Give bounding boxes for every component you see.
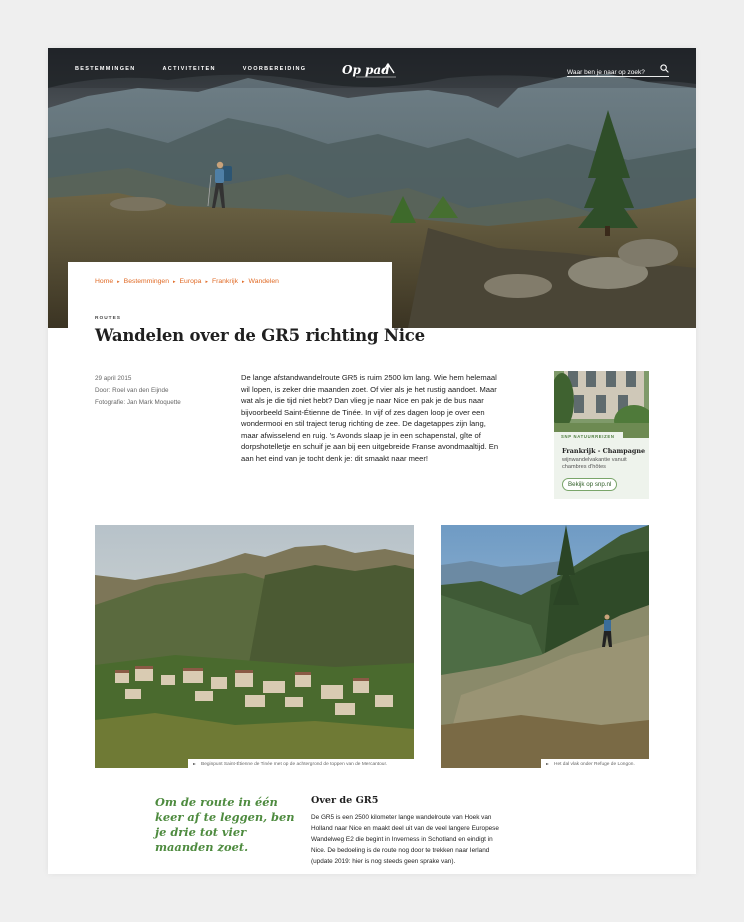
- promo-title: Frankrijk - Champagne: [562, 447, 646, 455]
- section-body: De GR5 is een 2500 kilometer lange wandelroute van Hoek van Holland naar Nice en maakt deel uit van de veel langere Europese Wandelweg E2 die begint in Inverness in Schotland en eindigt in Nice. De bedoeling is de route nog door te trekken naar Ierland (update 2019: hier is nog steeds geen sprake van).: [311, 814, 499, 865]
- chevron-right-icon: ▸: [242, 278, 245, 285]
- article-intro: De lange afstandwandelroute GR5 is ruim 2500 km lang. Wie hem helemaal wil lopen, is zeker drie maanden zoet. Of vier als je het rustig aandoet. Maar wat als je die tijd niet hebt? Dan vlieg je naar Nice en pak je de bus naar bijvoorbeeld Saint-Étienne de Tinée. In vijf of zes dagen loop je over een wondermooi en stil traject terug richting de zee. De dagetappes zijn lang, maar afwisselend en ruig. 's Avonds slaap je in een schapenstal, gîte of dorpshotelletje en schuif je aan bij een uitgebreide Franse avondmaaltijd. En aan het eind van je tocht denk je: dit smaakt naar meer!: [241, 373, 499, 463]
- category-label: ROUTES: [95, 316, 121, 321]
- section-heading: Over de GR5: [311, 795, 379, 806]
- promo-card[interactable]: [554, 371, 649, 499]
- breadcrumb-bestemmingen[interactable]: Bestemmingen: [123, 278, 169, 285]
- valley-hiker-photo: [441, 525, 649, 768]
- caret-right-icon: [193, 763, 196, 765]
- breadcrumb-wandelen[interactable]: Wandelen: [248, 278, 279, 285]
- pull-quote: Om de route in één keer af te leggen, ben je drie tot vier maanden zoet.: [155, 795, 295, 854]
- search-input[interactable]: [567, 66, 655, 80]
- search-box: [567, 61, 669, 77]
- promo-tag: SNP NATUURREIZEN: [554, 432, 623, 441]
- article-photographer: Fotografie: Jan Mark Moquette: [95, 399, 181, 406]
- village-photo: [95, 525, 414, 768]
- op-pad-logo[interactable]: [340, 57, 400, 83]
- nav-item-bestemmingen[interactable]: BESTEMMINGEN: [75, 66, 136, 72]
- breadcrumb-europa[interactable]: Europa: [179, 278, 202, 285]
- caret-right-icon: [546, 763, 549, 765]
- photo-caption-2: Het dal vlak onder Refuge de Longon.: [541, 759, 649, 770]
- page-title: Wandelen over de GR5 richting Nice: [95, 326, 425, 345]
- nav-item-voorbereiding[interactable]: VOORBEREIDING: [242, 66, 307, 72]
- promo-link-button[interactable]: Bekijk op snp.nl: [562, 478, 617, 491]
- chevron-right-icon: ▸: [173, 278, 176, 285]
- promo-description: wijnwandelvakantie vanuit chambres d'hôtes: [562, 457, 627, 470]
- nav-item-activiteiten[interactable]: ACTIVITEITEN: [162, 66, 216, 72]
- article-date: 29 april 2015: [95, 375, 132, 382]
- chevron-right-icon: ▸: [205, 278, 208, 285]
- article-meta: [95, 373, 181, 409]
- breadcrumb-frankrijk[interactable]: Frankrijk: [211, 278, 239, 285]
- breadcrumb: [95, 278, 279, 285]
- article-author: Door: Roel van den Eijnde: [95, 387, 169, 394]
- svg-text:Op pad: Op pad: [342, 63, 390, 77]
- search-icon[interactable]: [660, 64, 669, 73]
- article-page: [48, 48, 696, 874]
- photo-caption-1: Beginpunt Saint-Étienne de Tinée met op de achtergrond de toppen van de Mercantour.: [188, 759, 414, 770]
- main-nav: [75, 66, 306, 72]
- chevron-right-icon: ▸: [117, 278, 120, 285]
- promo-house-photo: [554, 371, 649, 438]
- breadcrumb-home[interactable]: Home: [95, 278, 114, 285]
